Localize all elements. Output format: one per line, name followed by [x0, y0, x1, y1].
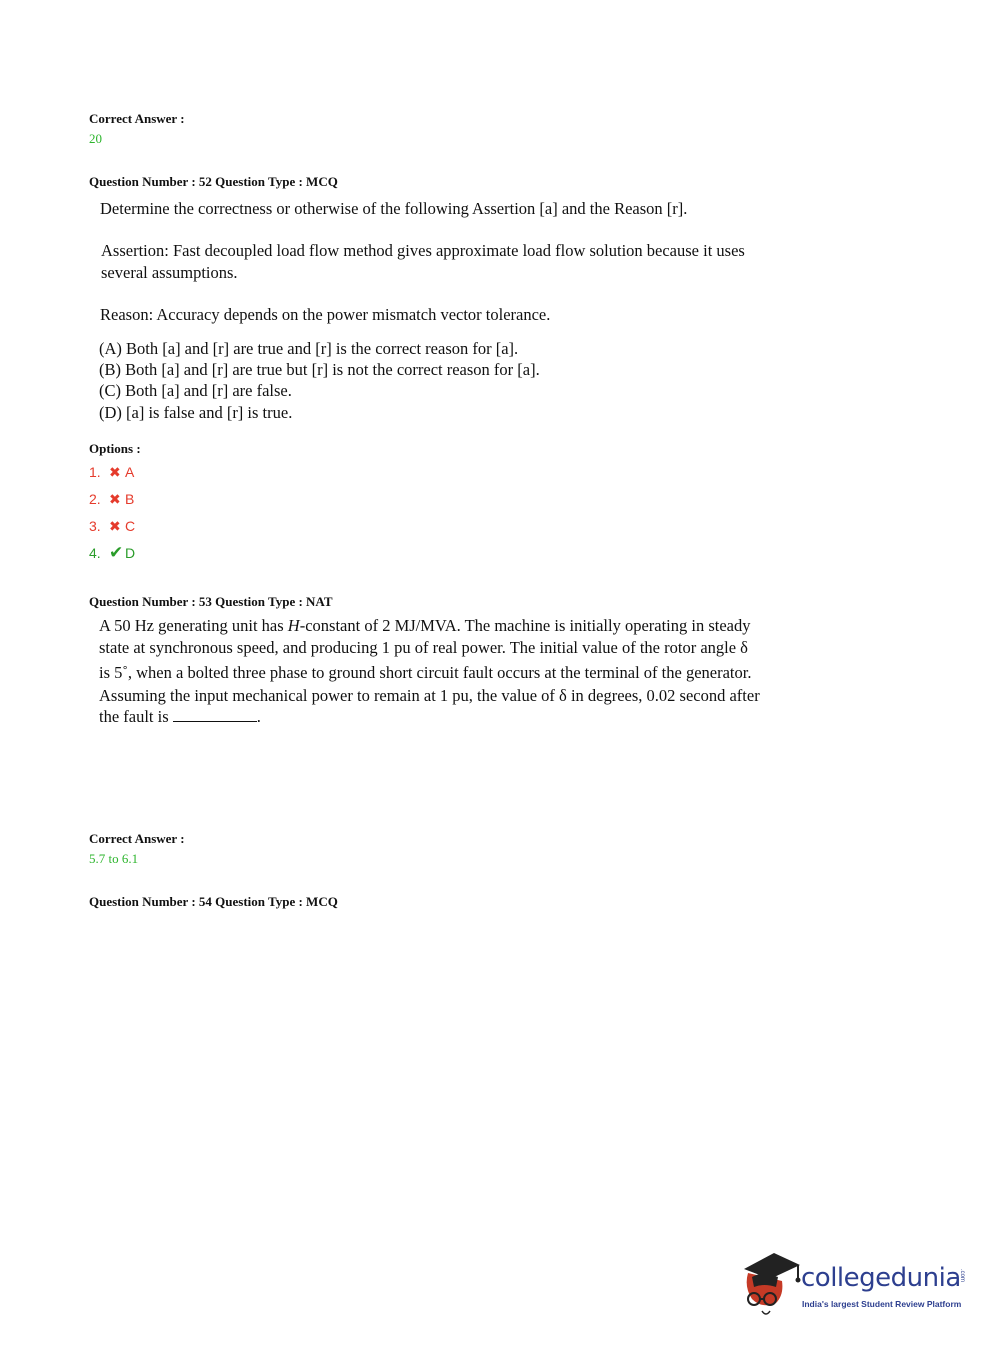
correct-answer-label: Correct Answer :: [89, 111, 185, 126]
question-54-header: Question Number : 54 Question Type : MCQ: [89, 894, 338, 909]
question-53-line4: Assuming the input mechanical power to remain at 1 pu, the value of δ in degrees, 0.02 second after: [99, 686, 760, 705]
wrong-cross-icon: ✖: [109, 463, 121, 480]
option-number: 1.: [89, 464, 101, 480]
option-letter: D: [125, 545, 136, 561]
question-53-line2: state at synchronous speed, and producing 1 pu of real power. The initial value of the rotor angle δ: [99, 638, 748, 657]
option-3[interactable]: [89, 516, 135, 536]
question-52-choice-a: (A) Both [a] and [r] are true and [r] is the correct reason for [a].: [99, 339, 519, 358]
question-53-text: A 50 Hz generating unit has: [99, 616, 288, 635]
option-4[interactable]: [89, 543, 135, 563]
option-number: 2.: [89, 491, 101, 507]
question-52-choice-b: (B) Both [a] and [r] are true but [r] is not the correct reason for [a].: [99, 360, 540, 379]
question-52-header: Question Number : 52 Question Type : MCQ: [89, 174, 338, 189]
answer-blank: [173, 707, 257, 722]
logo-name: collegedunia: [801, 1263, 961, 1293]
question-53-line1: [99, 615, 751, 636]
question-53-line5: [99, 706, 261, 727]
wrong-cross-icon: ✖: [109, 490, 121, 507]
question-52-assertion-line2: several assumptions.: [101, 263, 238, 282]
correct-check-icon: ✔: [109, 543, 124, 562]
wrong-cross-icon: ✖: [109, 517, 121, 534]
option-2[interactable]: [89, 489, 134, 509]
question-52-choice-c: (C) Both [a] and [r] are false.: [99, 381, 292, 400]
option-number: 4.: [89, 545, 101, 561]
logo-suffix: .com: [959, 1269, 965, 1283]
logo-tagline: India's largest Student Review Platform: [802, 1299, 962, 1309]
collegedunia-logo[interactable]: [740, 1247, 970, 1319]
option-letter: A: [125, 464, 135, 480]
question-53-text: -constant of 2 MJ/MVA. The machine is initially operating in steady: [299, 616, 751, 635]
question-53-h-symbol: H: [287, 616, 300, 635]
option-number: 3.: [89, 518, 101, 534]
option-1[interactable]: [89, 462, 134, 482]
question-52-reason: Reason: Accuracy depends on the power mismatch vector tolerance.: [100, 305, 551, 324]
correct-answer-label-53: Correct Answer :: [89, 831, 185, 846]
correct-answer-value-53: 5.7 to 6.1: [89, 851, 139, 866]
question-53-text: the fault is: [99, 707, 169, 726]
options-label: Options :: [89, 441, 141, 456]
correct-answer-value: 20: [89, 131, 102, 146]
question-53-period: .: [256, 707, 261, 726]
option-letter: B: [125, 491, 135, 507]
mascot-icon: [740, 1247, 802, 1319]
question-53-line3: is 5˚, when a bolted three phase to ground short circuit fault occurs at the terminal of the generator.: [99, 663, 752, 682]
question-52-assertion-line1: Assertion: Fast decoupled load flow method gives approximate load flow solution because it uses: [101, 241, 745, 260]
question-52-intro: Determine the correctness or otherwise of the following Assertion [a] and the Reason [r].: [100, 199, 688, 218]
question-53-header: Question Number : 53 Question Type : NAT: [89, 594, 333, 609]
option-letter: C: [125, 518, 136, 534]
question-52-choice-d: (D) [a] is false and [r] is true.: [99, 403, 293, 422]
